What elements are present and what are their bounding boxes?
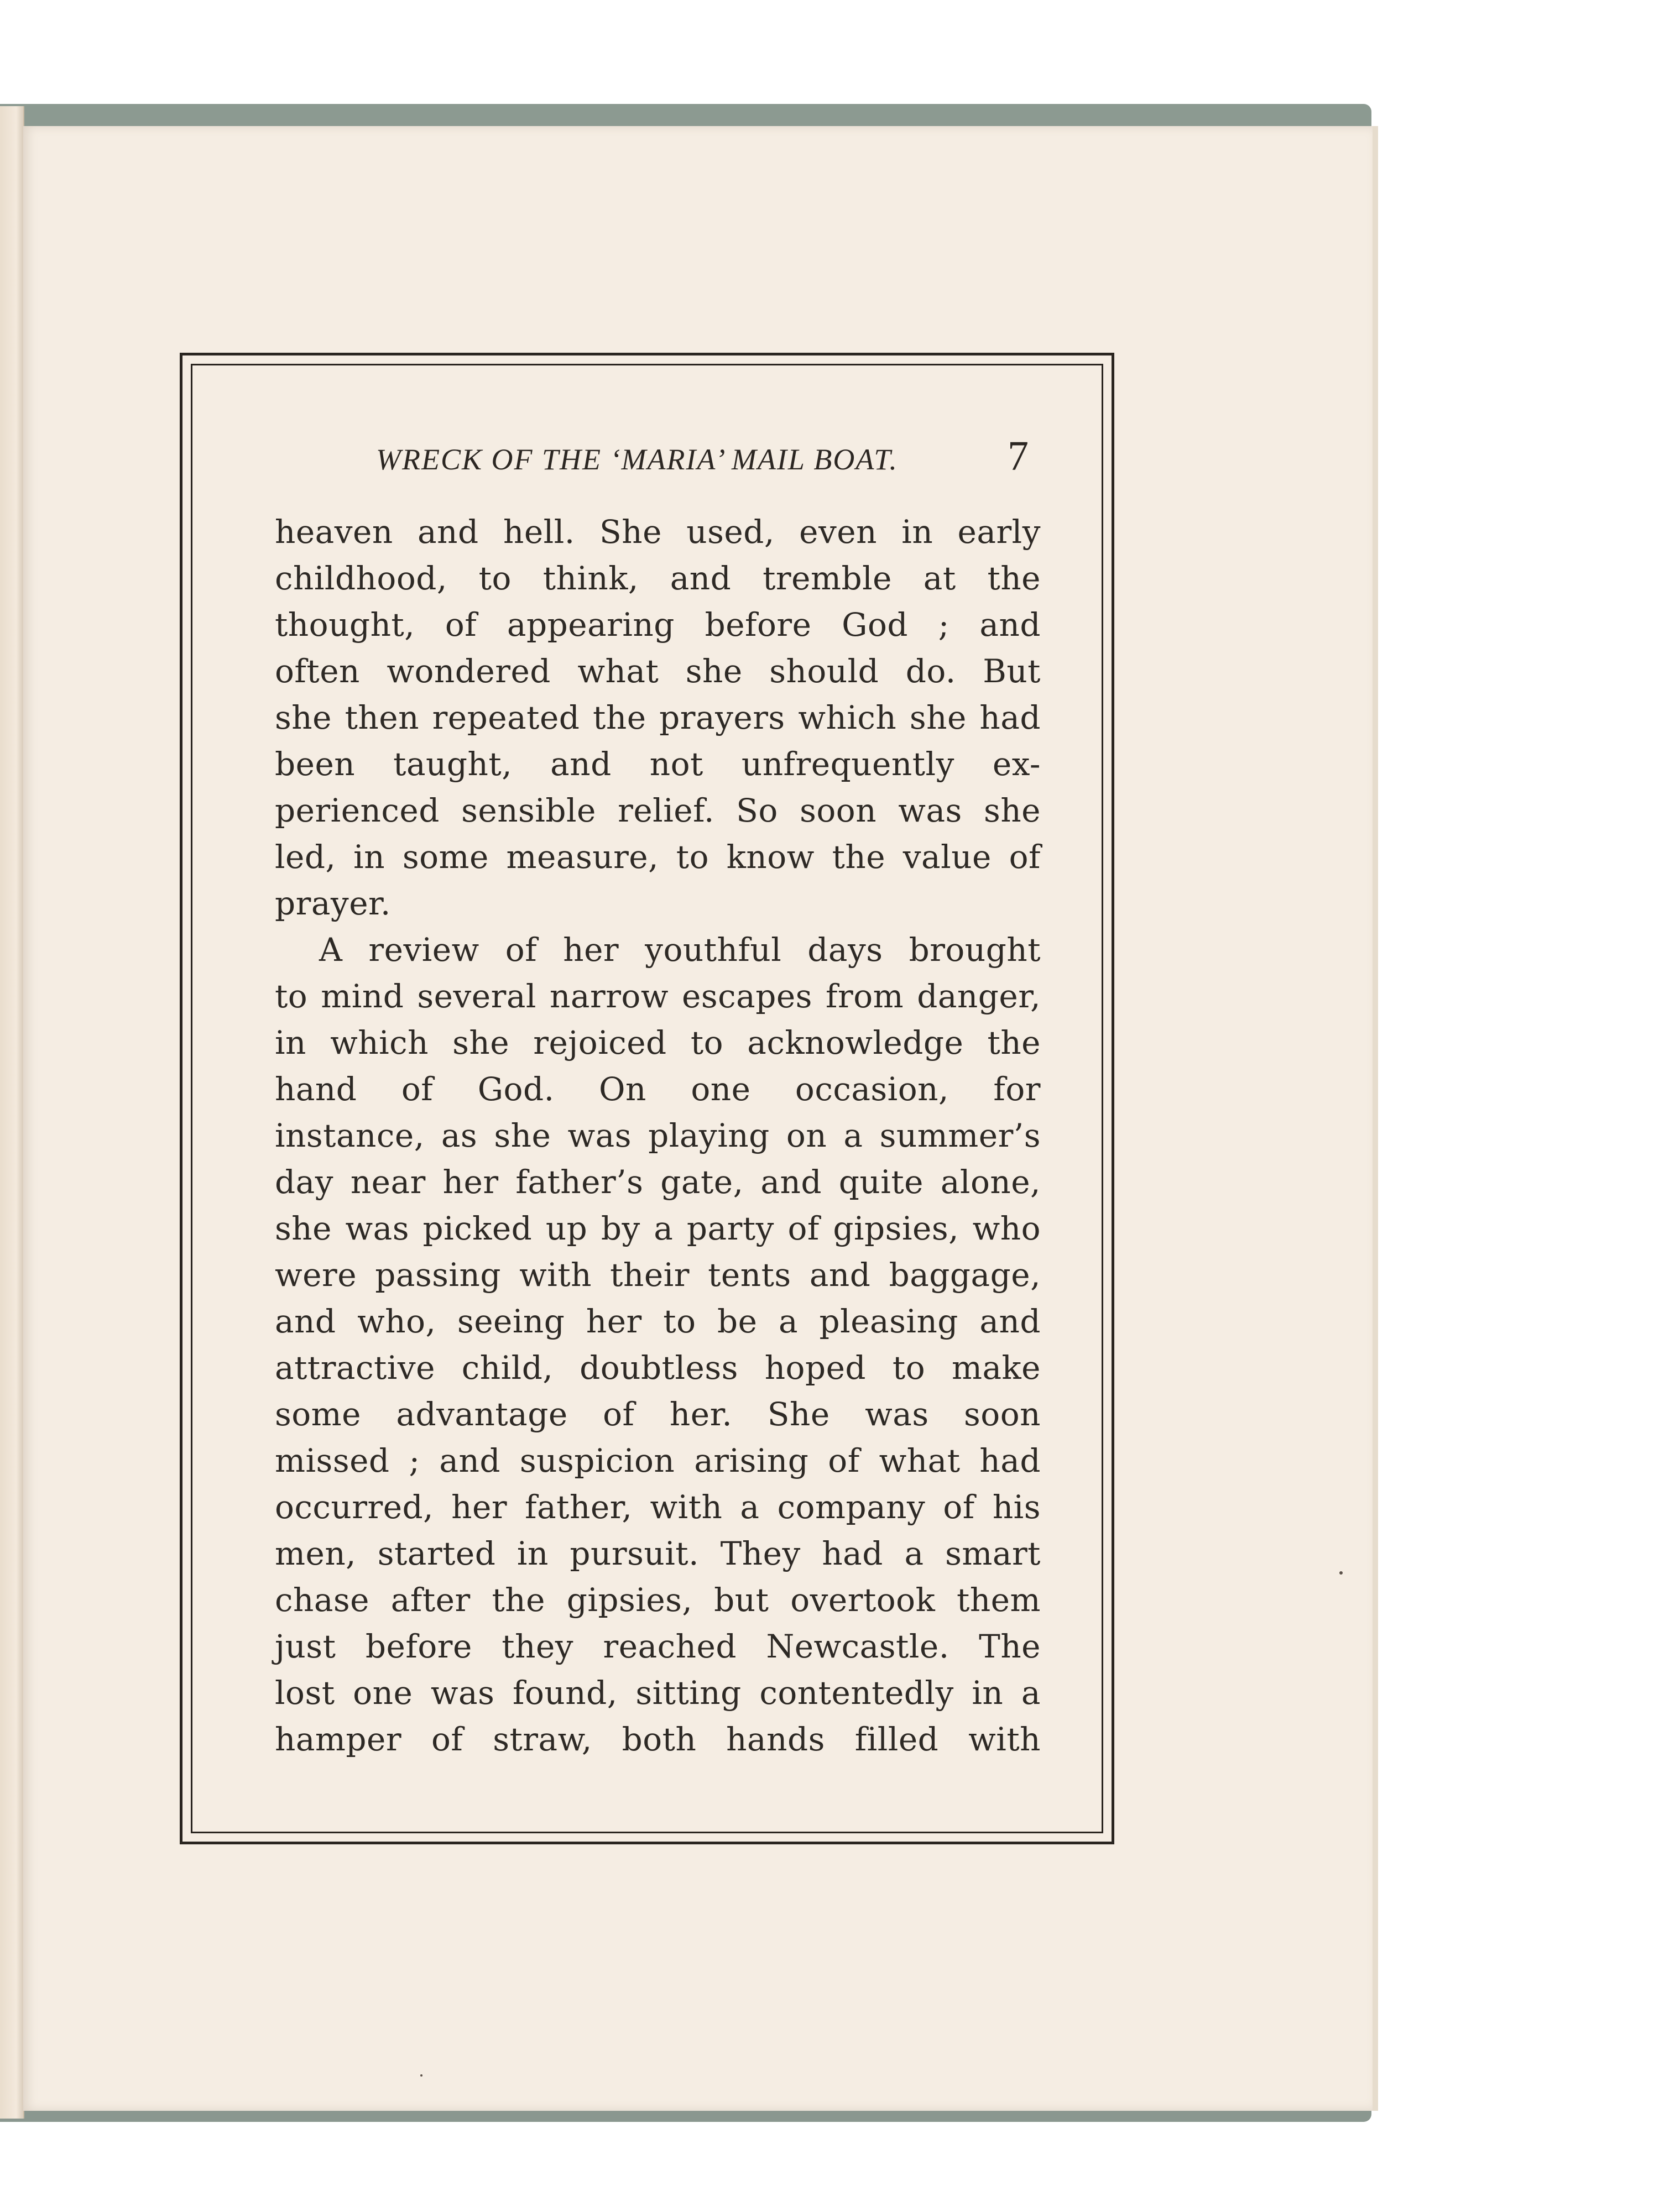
text-line: hand of God. On one occasion, for <box>275 1070 1041 1108</box>
text-line: prayer. <box>275 885 391 922</box>
text-line: in which she rejoiced to acknowledge the <box>275 1024 1041 1061</box>
text-line: thought, of appearing before God ; and <box>275 606 1041 644</box>
text-line: perienced sensible relief. So soon was she <box>275 792 1041 829</box>
paper-speck <box>420 2074 422 2077</box>
text-line: men, started in pursuit. They had a smart <box>275 1535 1041 1572</box>
body-text <box>275 509 1041 1763</box>
text-line: often wondered what she should do. But <box>275 652 1041 690</box>
text-line: were passing with their tents and baggage, <box>275 1256 1041 1294</box>
text-line: day near her father’s gate, and quite alone, <box>275 1163 1041 1201</box>
text-line: just before they reached Newcastle. The <box>275 1628 1041 1665</box>
text-line: childhood, to think, and tremble at the <box>275 559 1041 597</box>
text-line: lost one was found, sitting contentedly in a <box>275 1674 1041 1712</box>
text-line: chase after the gipsies, but overtook them <box>275 1581 1041 1619</box>
text-line: and who, seeing her to be a pleasing and <box>275 1303 1041 1340</box>
text-line: been taught, and not unfrequently ex- <box>275 745 1041 783</box>
text-line: some advantage of her. She was soon <box>275 1395 1041 1433</box>
text-line: hamper of straw, both hands filled with <box>275 1721 1041 1758</box>
text-line: missed ; and suspicion arising of what had <box>275 1442 1041 1479</box>
paper-speck <box>1339 1571 1343 1575</box>
text-line: instance, as she was playing on a summer’s <box>275 1117 1041 1154</box>
text-line: heaven and hell. She used, even in early <box>275 513 1041 551</box>
page-number: 7 <box>1008 433 1029 479</box>
facing-page-edge <box>0 106 24 2119</box>
text-line: led, in some measure, to know the value of <box>275 838 1041 876</box>
text-line: A review of her youthful days brought <box>319 931 1041 969</box>
text-line: occurred, her father, with a company of his <box>275 1488 1041 1526</box>
text-line: she was picked up by a party of gipsies, who <box>275 1210 1041 1247</box>
text-line: to mind several narrow escapes from danger, <box>275 977 1041 1015</box>
text-line: attractive child, doubtless hoped to make <box>275 1349 1041 1387</box>
text-line: she then repeated the prayers which she had <box>275 699 1041 736</box>
running-title: WRECK OF THE ‘MARIA’ MAIL BOAT. <box>376 443 898 476</box>
